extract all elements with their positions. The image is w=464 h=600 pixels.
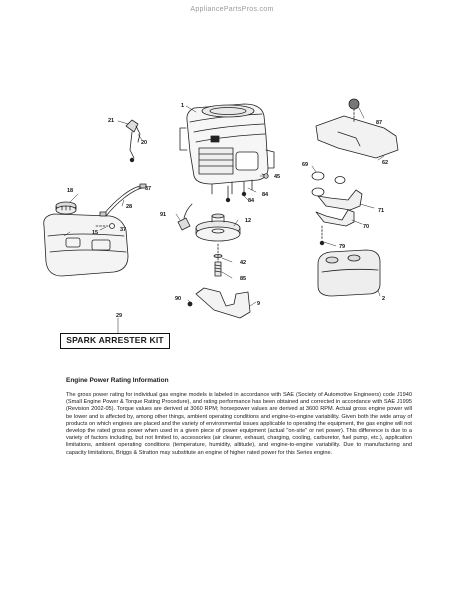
section-title: Engine Power Rating Information [66,377,169,384]
section-body: The gross power rating for individual gas engine models is labeled in accordance with SAE (Society of Automotive Engineers) code J1940 (Small Engine Power & Torque Rating Procedure), and rating performance has been obtained and corrected in accordance with SAE J1995 (Revision 2002-05). Torque values are derived at 3060 RPM; horsepower values are derived at 3600 RPM. Actual gross engine power will be lower and is affected by, among other things, ambient operating conditions and engine-to-engine variability. Given both the wide array of products on which engines are placed and the variety of environmental issues applicable to operating the equipment, the gas engine will not develop the rated gross power when used in a given piece of power equipment (actual "on-site" or net power). This difference is due to a variety of factors including, but not limited to, accessories (air cleaner, exhaust, charging, cooling, carburetor, fuel pump, etc.), application limitations, ambient operating conditions (temperature, humidity, altitude), and engine-to-engine variability. Due to manufacturing and capacity limitations, Briggs & Stratton may substitute an engine of higher rated power for this Series engine. [66,392,412,456]
bolt-washer-part [214,244,222,276]
muffler-part [318,250,380,296]
heat-shield-part [316,99,398,158]
callout-29: 29 [116,313,123,319]
belt-guide-part [188,288,250,318]
callout-42: 42 [240,260,247,266]
callout-87: 87 [376,120,383,126]
callout-28: 28 [126,204,133,210]
callout-12: 12 [245,218,252,224]
callout-70: 70 [363,224,370,230]
callout-71: 71 [378,208,385,214]
fuel-tank-part [44,214,128,276]
watermark-text: AppliancePartsPros.com [190,6,274,13]
callout-20: 20 [141,140,148,146]
callout-79: 79 [339,244,346,250]
clamps-part [312,172,345,196]
callout-1: 1 [181,103,185,109]
callout-45: 45 [274,174,281,180]
choke-part [126,120,140,162]
callout-84b: 84 [262,192,269,198]
exhaust-pipe-part [316,190,362,245]
callout-69: 69 [302,162,309,168]
callout-90: 90 [175,296,182,302]
callout-21: 21 [108,118,115,124]
callout-37b: 37 [120,227,127,233]
fuel-cap-part [56,202,76,214]
spark-arrester-kit-label: SPARK ARRESTER KIT [60,333,170,349]
callout-84a: 84 [248,198,255,204]
callout-62: 62 [382,160,389,166]
callout-9: 9 [257,301,261,307]
engine-part [180,104,274,194]
callout-37a: 37 [145,186,152,192]
bracket-part [178,204,192,230]
callout-91: 91 [160,212,167,218]
callout-85: 85 [240,276,247,282]
callout-2: 2 [382,296,386,302]
callout-18: 18 [67,188,74,194]
pulley-part [196,214,240,241]
callout-15: 15 [92,230,99,236]
